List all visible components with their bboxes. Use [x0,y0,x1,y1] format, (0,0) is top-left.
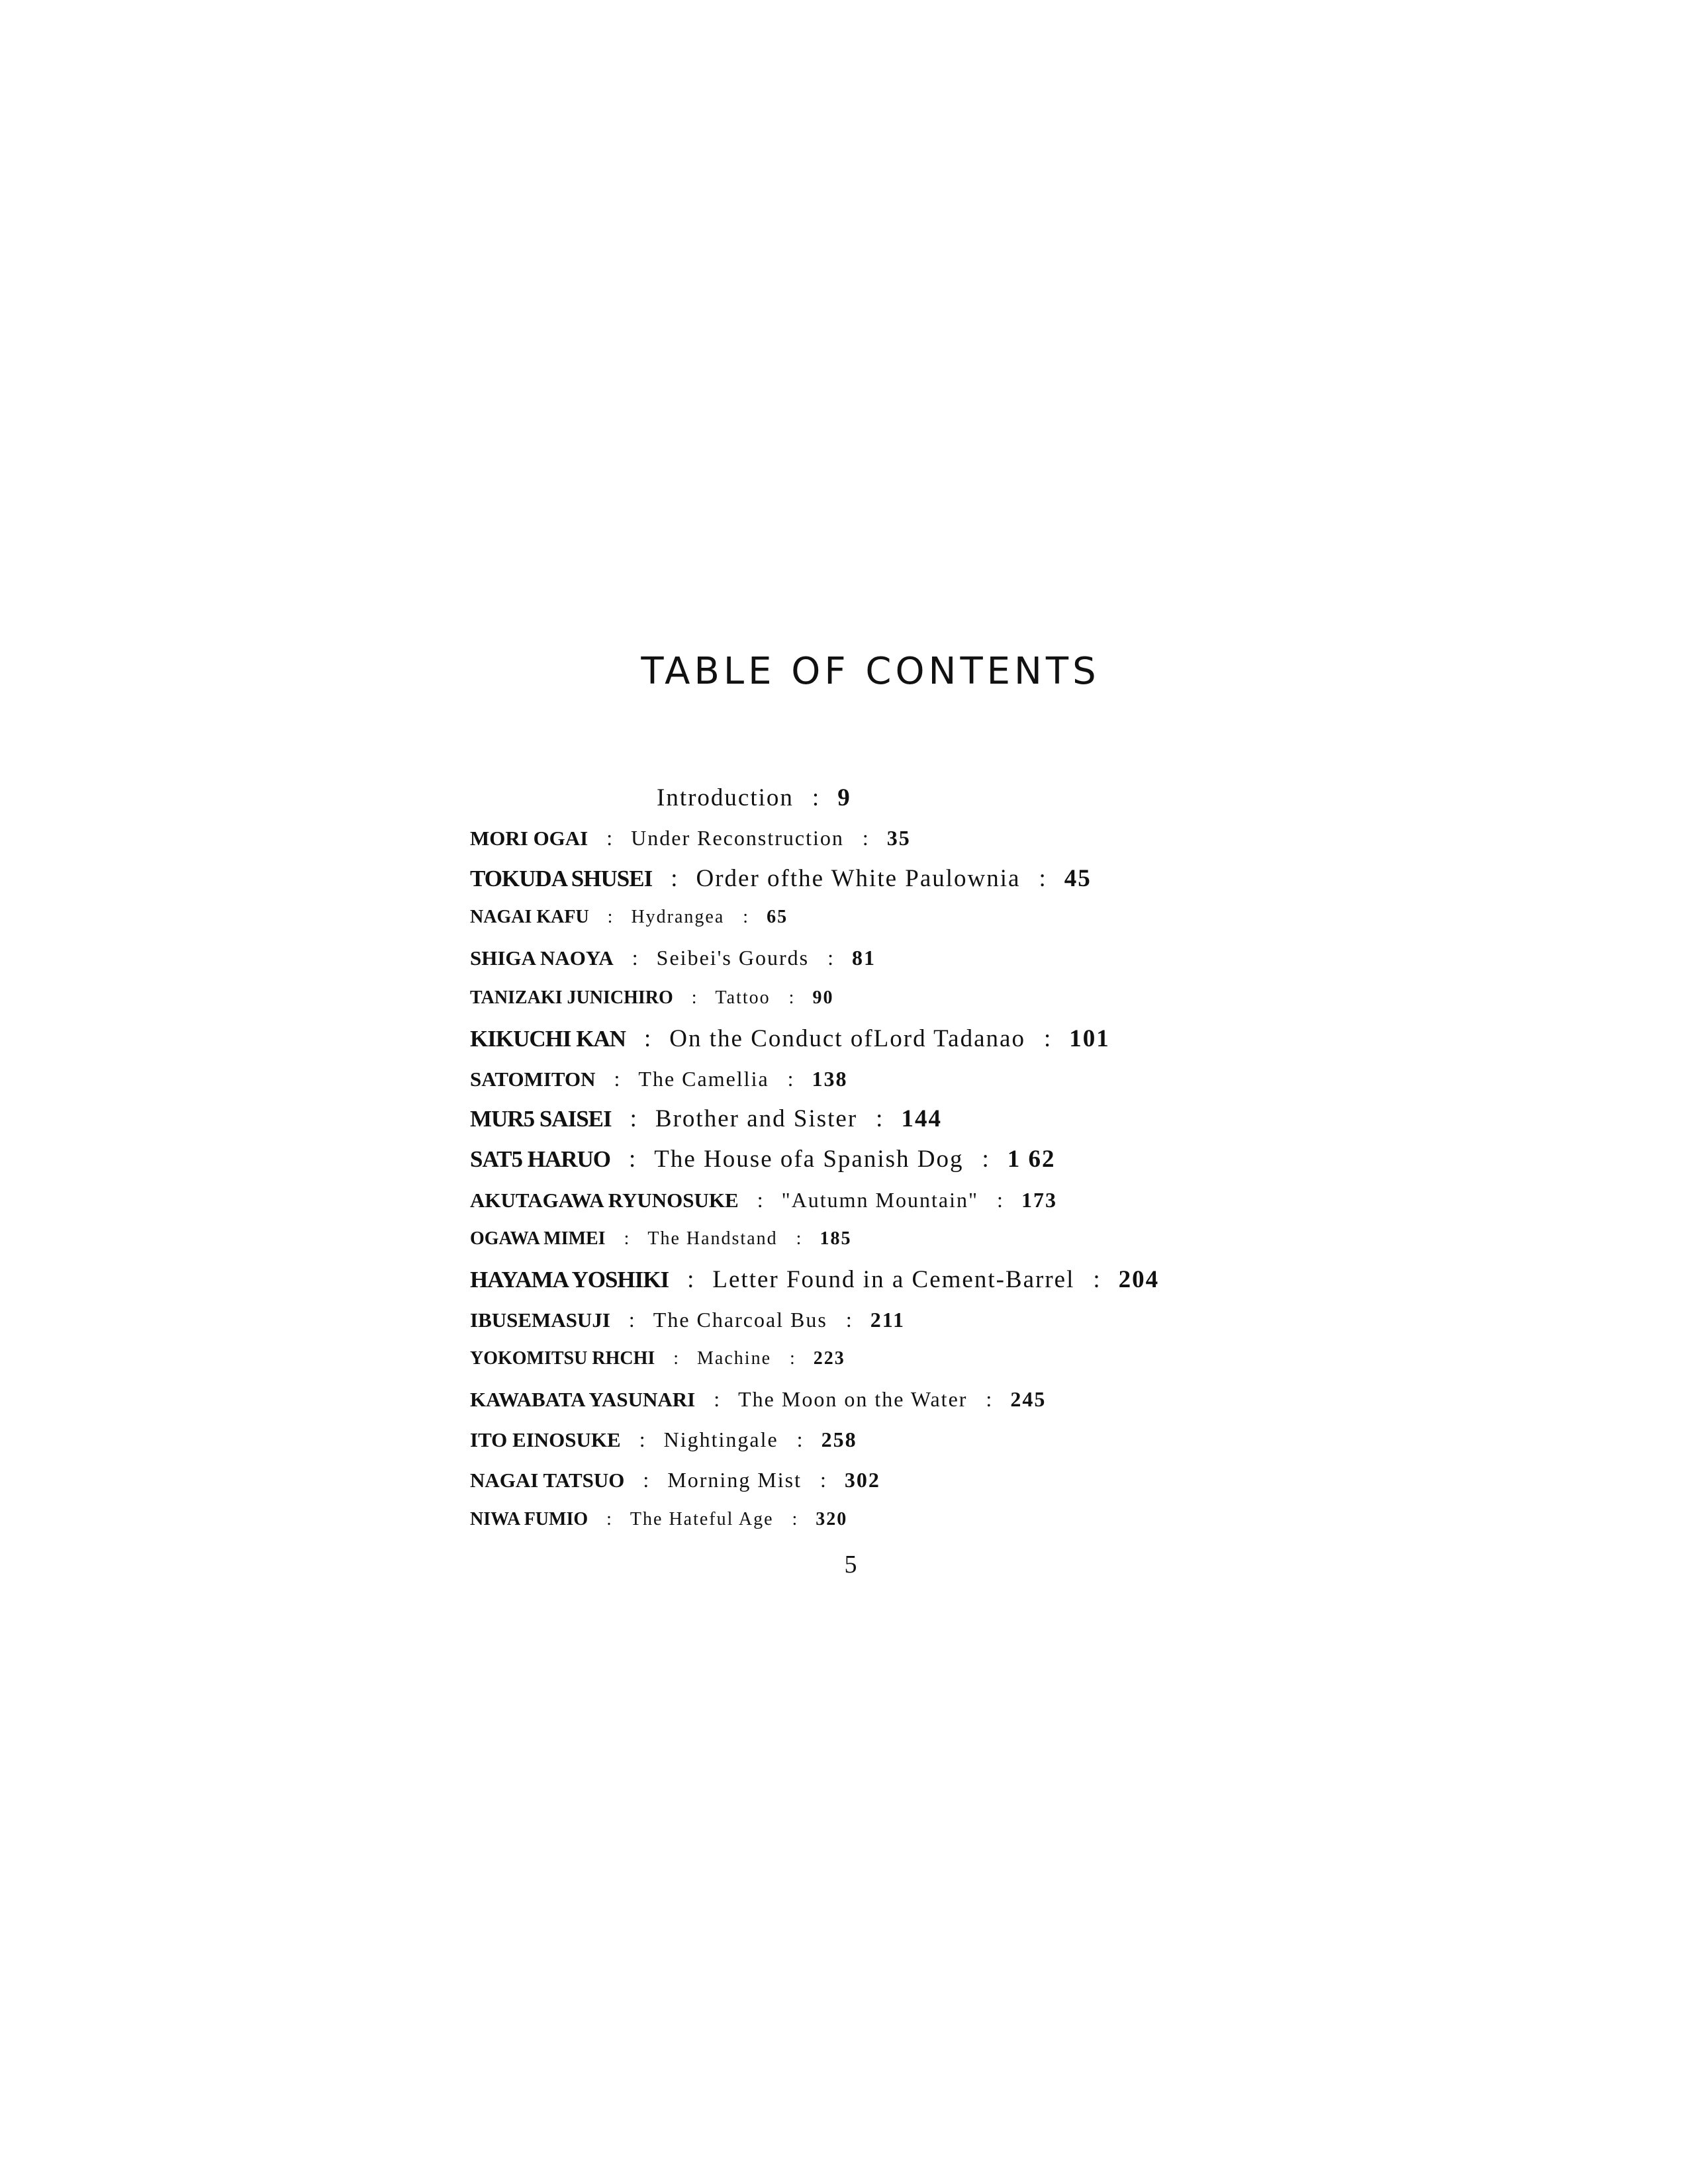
page-number: 5 [844,1551,857,1578]
entry-title: The Moon on the Water [738,1387,968,1411]
entry-author: SATOMITON [470,1068,596,1091]
entry-title: Hydrangea [631,907,725,927]
entry-title: "Autumn Mountain" [781,1188,979,1212]
entry-author: NIWA FUMIO [470,1509,588,1529]
entry-title: The Handstand [647,1228,778,1249]
toc-entry [470,908,788,927]
entry-author: ITO EINOSUKE [470,1428,621,1451]
entry-author: HAYAMA YOSHIKI [470,1267,669,1293]
toc-entry [470,1267,1159,1292]
entry-title: Nightingale [663,1428,778,1451]
toc-entry [470,1388,1046,1410]
toc-entry [470,1107,942,1131]
toc-entry [470,989,833,1007]
entry-author: NAGAI KAFU [470,907,589,927]
entry-page: 185 [820,1228,852,1249]
entry-separator: : [714,1387,720,1411]
entry-separator: : [812,784,820,811]
toc-entry [470,1510,847,1529]
entry-separator: : [788,987,794,1008]
entry-title: The Charcoal Bus [653,1308,827,1332]
toc-entry [470,1469,880,1490]
entry-separator: : [673,1348,679,1369]
entry-page: 223 [813,1348,845,1369]
entry-title: Order ofthe White Paulownia [696,865,1021,892]
toc-entry [470,1026,1110,1051]
entry-author: KAWABATA YASUNARI [470,1388,696,1411]
entry-separator: : [644,1025,651,1052]
entry-page: 204 [1118,1266,1160,1293]
entry-author: MUR5 SAISEI [470,1106,612,1132]
entry-separator: : [630,1105,637,1132]
entry-separator: : [997,1188,1003,1212]
entry-page: 320 [816,1509,848,1529]
entry-separator: : [606,1509,612,1529]
entry-author: AKUTAGAWA RYUNOSUKE [470,1189,739,1212]
entry-page: 258 [821,1428,857,1451]
page-title: TABLE OF CONTENTS [641,650,1100,693]
entry-separator: : [606,826,613,850]
entry-page: 65 [767,907,788,927]
toc-entry [470,1147,1056,1171]
toc-entry [470,1429,857,1450]
entry-page: 245 [1010,1387,1047,1411]
entry-separator: : [757,1188,763,1212]
entry-separator: : [792,1509,798,1529]
entry-title: The Camellia [638,1067,769,1091]
entry-page: 9 [837,784,851,811]
entry-author: IBUSEMASUJI [470,1308,610,1332]
entry-page: 1 62 [1007,1146,1056,1173]
entry-title: Machine [697,1348,771,1369]
entry-separator: : [796,1428,803,1451]
toc-entry [470,827,911,848]
entry-author: KIKUCHI KAN [470,1026,626,1052]
entry-separator: : [827,946,833,970]
entry-separator: : [691,987,697,1008]
entry-page: 45 [1064,865,1092,892]
toc-entry [470,1309,905,1330]
entry-author: SHIGA NAOYA [470,946,614,970]
entry-author: SAT5 HARUO [470,1146,611,1172]
entry-page: 211 [870,1308,905,1332]
entry-title: Letter Found in a Cement-Barrel [712,1266,1075,1293]
entry-author: TANIZAKI JUNICHIRO [470,987,673,1008]
entry-separator: : [614,1067,620,1091]
entry-page: 302 [844,1468,880,1492]
entry-page: 173 [1021,1188,1057,1212]
entry-page: 101 [1069,1025,1110,1052]
entry-title: The Hateful Age [630,1509,774,1529]
toc-entry [470,1068,848,1089]
entry-separator: : [743,907,749,927]
entry-separator: : [687,1266,694,1293]
entry-author: MORI OGAI [470,827,588,850]
entry-separator: : [876,1105,883,1132]
entry-page: 35 [886,826,911,850]
entry-separator: : [1093,1266,1100,1293]
entry-title: Brother and Sister [655,1105,858,1132]
entry-title: Seibei's Gourds [656,946,810,970]
entry-separator: : [1039,865,1046,892]
entry-separator: : [790,1348,795,1369]
toc-entry [470,866,1092,891]
entry-separator: : [643,1468,649,1492]
entry-separator: : [1043,1025,1051,1052]
entry-author: YOKOMITSU RHCHI [470,1348,655,1369]
entry-separator: : [624,1228,630,1249]
entry-author: TOKUDA SHUSEI [470,866,653,891]
entry-page: 81 [851,946,876,970]
entry-title: Introduction [657,784,794,811]
toc-entry-introduction [657,786,851,810]
toc-entry [470,1230,851,1248]
entry-title: Under Reconstruction [631,826,844,850]
entry-title: Morning Mist [667,1468,802,1492]
entry-separator: : [986,1387,992,1411]
toc-entry [470,947,876,968]
entry-separator: : [820,1468,826,1492]
entry-page: 144 [901,1105,942,1132]
toc-entry [470,1349,845,1368]
entry-separator: : [628,1308,635,1332]
entry-separator: : [787,1067,794,1091]
entry-title: The House ofa Spanish Dog [654,1146,964,1173]
entry-separator: : [845,1308,852,1332]
entry-author: NAGAI TATSUO [470,1469,625,1492]
entry-separator: : [632,946,638,970]
entry-page: 90 [812,987,834,1008]
entry-title: Tattoo [715,987,771,1008]
entry-separator: : [862,826,868,850]
entry-separator: : [607,907,613,927]
entry-separator: : [629,1146,636,1173]
entry-author: OGAWA MIMEI [470,1228,606,1249]
entry-title: On the Conduct ofLord Tadanao [669,1025,1025,1052]
entry-separator: : [796,1228,802,1249]
entry-page: 138 [812,1067,848,1091]
entry-separator: : [982,1146,989,1173]
entry-separator: : [639,1428,645,1451]
entry-separator: : [671,865,678,892]
toc-entry [470,1189,1057,1210]
